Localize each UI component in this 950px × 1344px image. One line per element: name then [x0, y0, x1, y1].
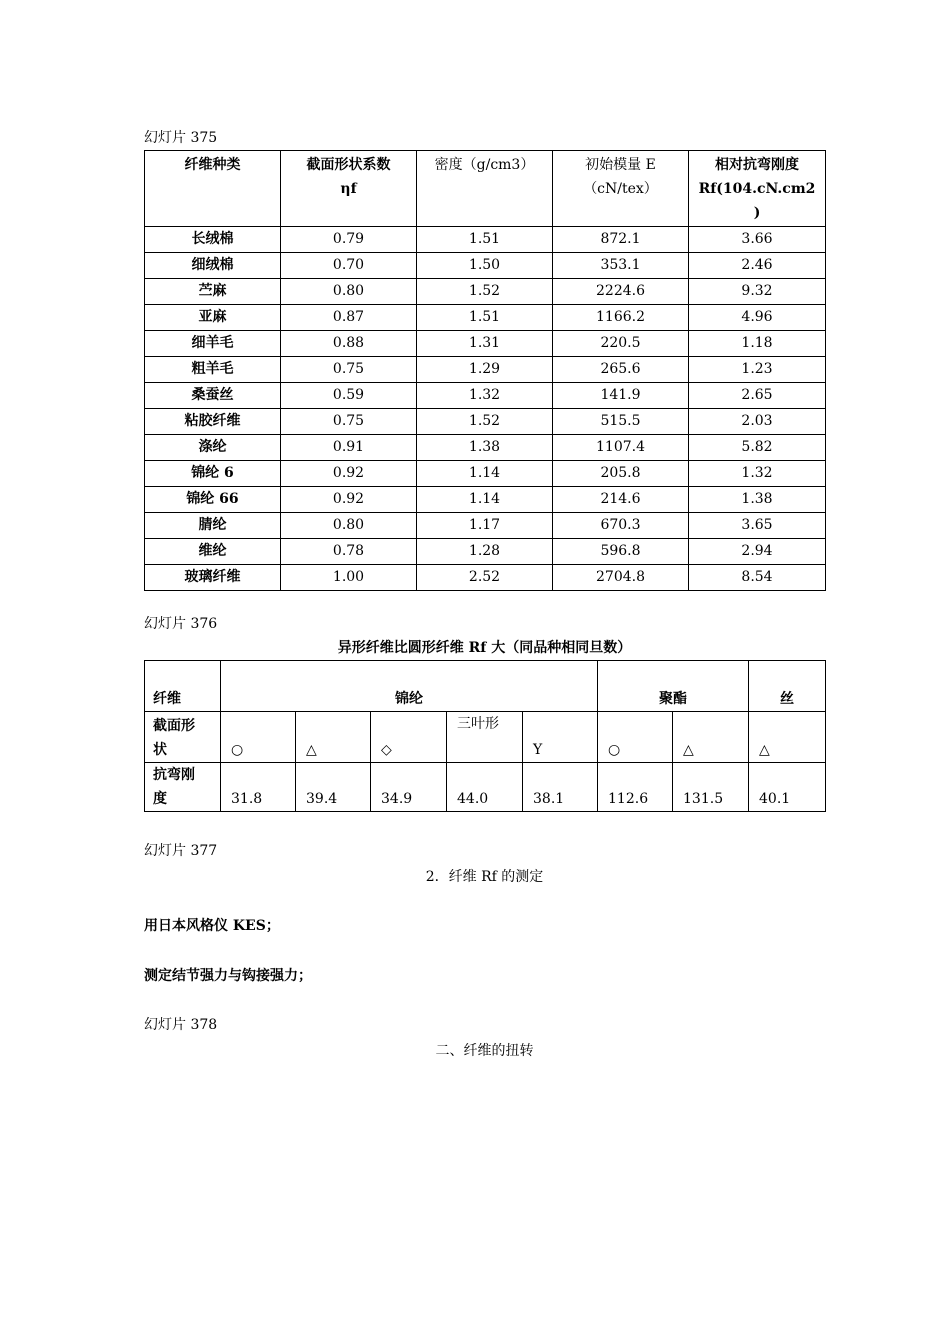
- fiber-name-cell: 桑蚕丝: [145, 383, 281, 409]
- slide-378-label: 幻灯片 378: [144, 1017, 218, 1033]
- value-cell: 214.6: [553, 487, 689, 513]
- fiber-name-cell: 粘胶纤维: [145, 409, 281, 435]
- slide-377-label: 幻灯片 377: [144, 843, 218, 859]
- value-cell: 39.4: [296, 763, 371, 812]
- value-cell: 0.75: [281, 357, 417, 383]
- value-cell: 1.51: [417, 305, 553, 331]
- value-cell: 9.32: [689, 279, 826, 305]
- value-cell: 220.5: [553, 331, 689, 357]
- table-row: [145, 565, 826, 591]
- value-cell: 1.18: [689, 331, 826, 357]
- value-cell: 0.59: [281, 383, 417, 409]
- value-cell: 596.8: [553, 539, 689, 565]
- value-cell: 1.52: [417, 279, 553, 305]
- value-cell: 131.5: [673, 763, 749, 812]
- header-cell: 初始模量 E （cN/tex）: [553, 151, 689, 227]
- table-row: [145, 513, 826, 539]
- value-cell: 2224.6: [553, 279, 689, 305]
- value-cell: 1.32: [417, 383, 553, 409]
- value-cell: 8.54: [689, 565, 826, 591]
- shape-cell: △: [749, 712, 826, 763]
- value-cell: 1.23: [689, 357, 826, 383]
- table-row: [145, 539, 826, 565]
- value-cell: 1.38: [689, 487, 826, 513]
- fiber-name-cell: 锦纶 6: [145, 461, 281, 487]
- fiber-name-cell: 玻璃纤维: [145, 565, 281, 591]
- slide-375-label: 幻灯片 375: [144, 130, 218, 146]
- value-cell: 1.14: [417, 461, 553, 487]
- header-cell: 密度（g/cm3）: [417, 151, 553, 227]
- value-cell: 3.65: [689, 513, 826, 539]
- fiber-properties-table: [144, 150, 826, 591]
- value-cell: 0.80: [281, 513, 417, 539]
- table-row: [145, 487, 826, 513]
- table-row: [145, 279, 826, 305]
- table-row: [145, 253, 826, 279]
- header-cell: 纤维种类: [145, 151, 281, 227]
- value-cell: 3.66: [689, 227, 826, 253]
- value-cell: 2.65: [689, 383, 826, 409]
- table-row: [145, 357, 826, 383]
- slide-376-title: 异形纤维比圆形纤维 Rf 大（同品种相同旦数）: [337, 640, 632, 656]
- value-cell: 515.5: [553, 409, 689, 435]
- shape-cell: ○: [598, 712, 673, 763]
- shape-cell: ○: [221, 712, 296, 763]
- header-cell: 截面形状系数 ηf: [281, 151, 417, 227]
- value-cell: 2.52: [417, 565, 553, 591]
- value-cell: 0.88: [281, 331, 417, 357]
- group-silk: 丝: [749, 661, 826, 712]
- value-cell: 5.82: [689, 435, 826, 461]
- value-cell: 1.31: [417, 331, 553, 357]
- value-cell: 1.17: [417, 513, 553, 539]
- value-cell: 0.80: [281, 279, 417, 305]
- value-cell: 1107.4: [553, 435, 689, 461]
- value-cell: 0.79: [281, 227, 417, 253]
- value-cell: 265.6: [553, 357, 689, 383]
- slide-377-line-1: 用日本风格仪 KES；: [144, 918, 280, 934]
- shape-cell: Y: [523, 712, 598, 763]
- value-cell: 1.28: [417, 539, 553, 565]
- value-cell: 0.70: [281, 253, 417, 279]
- table-row: [145, 227, 826, 253]
- fiber-name-cell: 锦纶 66: [145, 487, 281, 513]
- fiber-label: 纤维: [145, 661, 221, 712]
- table-header-row: [145, 151, 826, 227]
- value-cell: 1.38: [417, 435, 553, 461]
- shape-label: 截面形 状: [145, 712, 221, 763]
- table-row: [145, 305, 826, 331]
- shape-cell: △: [296, 712, 371, 763]
- shaped-fiber-table: [144, 660, 826, 812]
- value-cell: 1.29: [417, 357, 553, 383]
- slide-377-line-2: 测定结节强力与钩接强力；: [144, 968, 312, 984]
- value-cell: 141.9: [553, 383, 689, 409]
- shape-cell: 三叶形: [447, 712, 523, 763]
- value-cell: 0.78: [281, 539, 417, 565]
- value-cell: 2.46: [689, 253, 826, 279]
- value-cell: 353.1: [553, 253, 689, 279]
- rigidity-label: 抗弯刚 度: [145, 763, 221, 812]
- table-row: [145, 331, 826, 357]
- fiber-name-cell: 粗羊毛: [145, 357, 281, 383]
- slide-378-heading: 二、纤维的扭转: [435, 1043, 534, 1059]
- fiber-name-cell: 涤纶: [145, 435, 281, 461]
- fiber-name-cell: 维纶: [145, 539, 281, 565]
- value-cell: 4.96: [689, 305, 826, 331]
- value-cell: 1.51: [417, 227, 553, 253]
- shape-row: [145, 712, 826, 763]
- slide-377-heading: 2．纤维 Rf 的测定: [425, 869, 544, 885]
- value-cell: 0.87: [281, 305, 417, 331]
- slide-376-label: 幻灯片 376: [144, 616, 218, 632]
- value-cell: 0.75: [281, 409, 417, 435]
- value-cell: 38.1: [523, 763, 598, 812]
- fiber-name-cell: 腈纶: [145, 513, 281, 539]
- fiber-name-cell: 细绒棉: [145, 253, 281, 279]
- value-cell: 0.92: [281, 461, 417, 487]
- shape-cell: ◇: [371, 712, 447, 763]
- value-cell: 1.52: [417, 409, 553, 435]
- value-cell: 1.14: [417, 487, 553, 513]
- fiber-name-cell: 长绒棉: [145, 227, 281, 253]
- value-cell: 1.50: [417, 253, 553, 279]
- value-cell: 2.94: [689, 539, 826, 565]
- value-cell: 2.03: [689, 409, 826, 435]
- value-cell: 1.32: [689, 461, 826, 487]
- table-row: [145, 461, 826, 487]
- value-cell: 0.92: [281, 487, 417, 513]
- table-row: [145, 435, 826, 461]
- value-cell: 31.8: [221, 763, 296, 812]
- fiber-name-cell: 细羊毛: [145, 331, 281, 357]
- fiber-group-row: [145, 661, 826, 712]
- table-row: [145, 383, 826, 409]
- fiber-name-cell: 苎麻: [145, 279, 281, 305]
- value-cell: 44.0: [447, 763, 523, 812]
- value-cell: 34.9: [371, 763, 447, 812]
- header-cell: 相对抗弯刚度 Rf(104.cN.cm2 ): [689, 151, 826, 227]
- value-cell: 112.6: [598, 763, 673, 812]
- value-cell: 2704.8: [553, 565, 689, 591]
- group-polyester: 聚酯: [598, 661, 749, 712]
- table-row: [145, 409, 826, 435]
- value-cell: 0.91: [281, 435, 417, 461]
- value-cell: 872.1: [553, 227, 689, 253]
- value-cell: 205.8: [553, 461, 689, 487]
- value-cell: 1.00: [281, 565, 417, 591]
- fiber-name-cell: 亚麻: [145, 305, 281, 331]
- shape-cell: △: [673, 712, 749, 763]
- group-nylon: 锦纶: [221, 661, 598, 712]
- value-cell: 1166.2: [553, 305, 689, 331]
- value-cell: 670.3: [553, 513, 689, 539]
- rigidity-row: [145, 763, 826, 812]
- value-cell: 40.1: [749, 763, 826, 812]
